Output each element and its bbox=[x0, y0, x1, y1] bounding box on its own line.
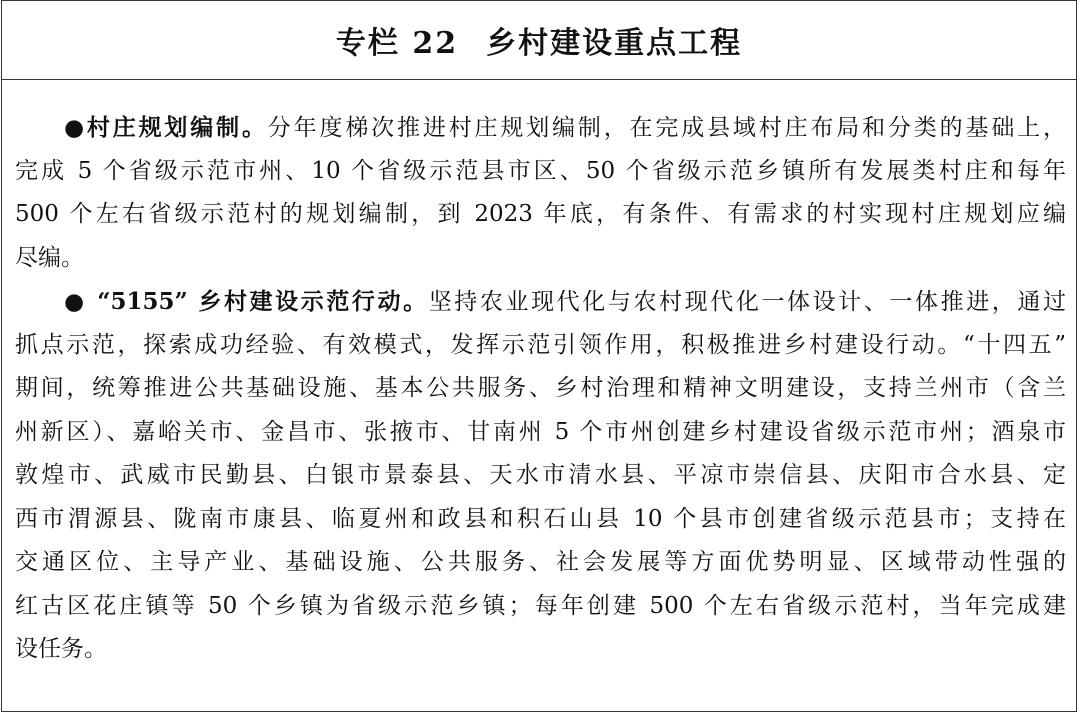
text-segment: 坚持农业现代化与农村现代化一体设计、一体推进，通过 bbox=[428, 289, 1066, 315]
text-line bbox=[15, 106, 1066, 150]
text-line: 期间，统筹推进公共基础设施、基本公共服务、乡村治理和精神文明建设，支持兰州市（含兰 bbox=[15, 375, 1066, 401]
text-line: 交通区位、主导产业、基础设施、公共服务、社会发展等方面优势明显、区域带动性强的 bbox=[15, 549, 1066, 575]
box-header bbox=[2, 1, 1076, 80]
text-line: 红古区花庄镇等 50 个乡镇为省级示范乡镇；每年创建 500 个左右省级示范村，当年完成建 bbox=[15, 592, 1066, 619]
text-line: 设任务。 bbox=[15, 636, 107, 662]
text-line bbox=[15, 280, 1066, 324]
paragraph-village-planning bbox=[15, 106, 1066, 280]
paragraph-lead: ● “5155” 乡村建设示范行动。 bbox=[64, 288, 429, 315]
text-segment: 分年度梯次推进村庄规划编制，在完成县域村庄布局和分类的基础上， bbox=[267, 115, 1066, 141]
box-body bbox=[15, 106, 1066, 672]
text-line: 敦煌市、武威市民勤县、白银市景泰县、天水市清水县、平凉市崇信县、庆阳市合水县、定 bbox=[15, 462, 1066, 488]
text-line: 州新区）、嘉峪关市、金昌市、张掖市、甘南州 5 个市州创建乡村建设省级示范市州；酒泉市 bbox=[15, 418, 1066, 445]
text-line: 西市渭源县、陇南市康县、临夏州和政县和积石山县 10 个县市创建省级示范县市；支持在 bbox=[15, 505, 1066, 532]
text-line: 抓点示范，探索成功经验、有效模式，发挥示范引领作用，积极推进乡村建设行动。“十四五” bbox=[15, 331, 1066, 358]
text-line: 500 个左右省级示范村的规划编制，到 2023 年底，有条件、有需求的村实现村庄规划应编 bbox=[15, 201, 1066, 227]
column-title: 乡村建设重点工程 bbox=[486, 26, 743, 61]
paragraph-5155-action bbox=[15, 280, 1066, 672]
column-label: 专栏 22 bbox=[335, 26, 459, 61]
text-line: 完成 5 个省级示范市州、10 个省级示范县市区、50 个省级示范乡镇所有发展类村庄和每年 bbox=[15, 157, 1066, 184]
text-line: 尽编。 bbox=[15, 244, 84, 271]
paragraph-lead: ●村庄规划编制。 bbox=[64, 114, 268, 141]
